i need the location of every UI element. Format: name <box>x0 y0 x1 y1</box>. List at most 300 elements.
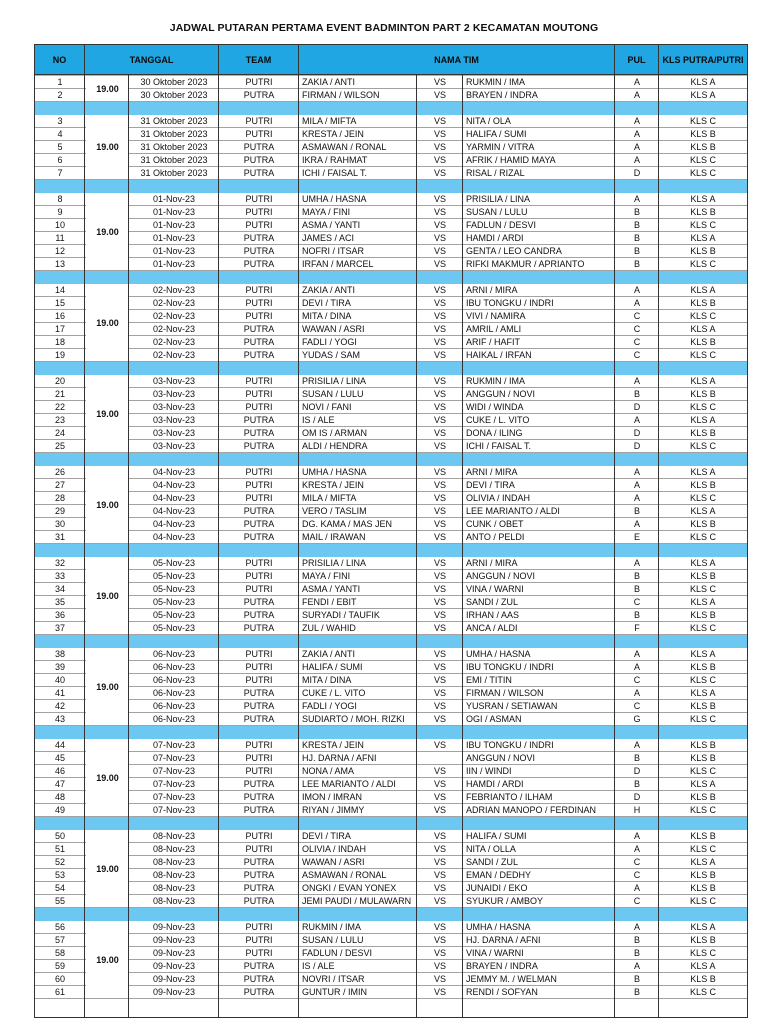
row-pul: B <box>633 974 640 984</box>
row-pul: A <box>633 90 640 100</box>
row-date: 07-Nov-23 <box>152 766 196 776</box>
row-kls: KLS C <box>689 675 716 685</box>
row-team-1: PRISILIA / LINA <box>302 558 367 568</box>
row-date: 07-Nov-23 <box>152 792 196 802</box>
row-pul: C <box>633 896 641 906</box>
row-pul: B <box>633 948 640 958</box>
row-vs: VS <box>433 688 446 698</box>
row-no: 47 <box>54 779 65 789</box>
row-no: 22 <box>54 402 65 412</box>
row-kls: KLS A <box>690 324 716 334</box>
row-date: 07-Nov-23 <box>152 753 196 763</box>
row-date: 08-Nov-23 <box>152 844 196 854</box>
row-kls: KLS C <box>689 311 716 321</box>
group-separator <box>35 180 747 193</box>
row-date: 08-Nov-23 <box>152 870 196 880</box>
row-vs: VS <box>433 480 446 490</box>
page-title: JADWAL PUTARAN PERTAMA EVENT BADMINTON PART 2 KECAMATAN MOUTONG <box>169 22 599 34</box>
row-vs: VS <box>433 441 446 451</box>
row-team-1: ALDI / HENDRA <box>302 441 368 451</box>
row-team-2: NITA / OLA <box>466 116 511 126</box>
row-team-2: VINA / WARNI <box>466 584 524 594</box>
row-date: 05-Nov-23 <box>152 623 196 633</box>
row-team-1: IS / ALE <box>302 415 335 425</box>
row-team-2: IBU TONGKU / INDRI <box>466 740 554 750</box>
row-date: 08-Nov-23 <box>152 831 196 841</box>
row-vs: VS <box>433 974 446 984</box>
row-team-2: VINA / WARNI <box>466 948 524 958</box>
row-kls: KLS B <box>690 610 716 620</box>
row-pul: A <box>633 77 640 87</box>
row-no: 45 <box>54 753 65 763</box>
row-team-2: RUKMIN / IMA <box>466 77 526 87</box>
row-team-2: SUSAN / LULU <box>466 207 528 217</box>
row-kls: KLS B <box>690 428 716 438</box>
row-kls: KLS A <box>690 922 716 932</box>
row-pul: C <box>633 350 641 360</box>
row-date: 01-Nov-23 <box>152 220 196 230</box>
time-cell: 19.00 <box>86 648 129 725</box>
row-team-2: ANCA / ALDI <box>466 623 518 633</box>
row-team-2: WIDI / WINDA <box>466 402 524 412</box>
row-team-2: ANGGUN / NOVI <box>466 571 536 581</box>
row-vs: VS <box>433 311 446 321</box>
row-team: PUTRI <box>245 753 273 763</box>
row-kls: KLS A <box>690 194 716 204</box>
row-vs: VS <box>433 558 446 568</box>
row-no: 20 <box>54 376 65 386</box>
row-vs: VS <box>433 90 446 100</box>
row-date: 03-Nov-23 <box>152 428 196 438</box>
row-no: 7 <box>57 168 63 178</box>
row-date: 05-Nov-23 <box>152 558 196 568</box>
row-kls: KLS C <box>689 441 716 451</box>
row-team-1: ZUL / WAHID <box>302 623 356 633</box>
row-no: 13 <box>54 259 65 269</box>
row-pul: B <box>633 389 640 399</box>
row-team-1: FADLI / YOGI <box>302 337 357 347</box>
row-vs: VS <box>433 935 446 945</box>
row-vs: VS <box>433 402 446 412</box>
row-no: 21 <box>54 389 65 399</box>
row-pul: A <box>633 649 640 659</box>
row-date: 06-Nov-23 <box>152 714 196 724</box>
row-team-1: IKRA / RAHMAT <box>302 155 368 165</box>
row-no: 11 <box>55 233 65 243</box>
row-team: PUTRA <box>243 441 275 451</box>
row-team: PUTRI <box>245 740 273 750</box>
row-team-1: ASMA / YANTI <box>302 584 361 594</box>
row-team-2: HAMDI / ARDI <box>466 779 524 789</box>
row-pul: C <box>633 675 641 685</box>
row-kls: KLS A <box>690 961 716 971</box>
row-team-1: HALIFA / SUMI <box>302 662 363 672</box>
row-kls: KLS C <box>689 896 716 906</box>
row-vs: VS <box>433 532 446 542</box>
time-cell: 19.00 <box>86 739 129 816</box>
row-pul: A <box>633 116 640 126</box>
row-pul: A <box>633 922 640 932</box>
row-team: PUTRA <box>243 324 275 334</box>
row-team-2: YARMIN / VITRA <box>466 142 535 152</box>
row-date: 09-Nov-23 <box>152 987 196 997</box>
row-kls: KLS C <box>689 168 716 178</box>
row-team-2: ADRIAN MANOPO / FERDINAN <box>466 805 597 815</box>
row-team-1: FIRMAN / WILSON <box>302 90 380 100</box>
row-pul: A <box>633 194 640 204</box>
row-no: 9 <box>57 207 63 217</box>
row-pul: A <box>633 662 640 672</box>
row-vs: VS <box>433 584 446 594</box>
column-divider <box>416 75 417 1017</box>
row-vs: VS <box>433 220 446 230</box>
row-vs: VS <box>433 740 446 750</box>
row-vs: VS <box>433 285 446 295</box>
header-pul: PUL <box>615 45 659 75</box>
row-no: 44 <box>54 740 65 750</box>
row-no: 19 <box>54 350 65 360</box>
row-pul: C <box>633 337 641 347</box>
row-vs: VS <box>433 792 446 802</box>
row-pul: A <box>633 415 640 425</box>
row-team-2: CUKE / L. VITO <box>466 415 530 425</box>
row-kls: KLS C <box>689 220 716 230</box>
row-date: 01-Nov-23 <box>152 233 196 243</box>
time-cell: 19.00 <box>86 830 129 907</box>
row-no: 23 <box>54 415 65 425</box>
row-no: 43 <box>54 714 65 724</box>
row-kls: KLS B <box>690 831 716 841</box>
row-team-1: JAMES / ACI <box>302 233 355 243</box>
row-team-1: OM IS / ARMAN <box>302 428 368 438</box>
row-team-2: RENDI / SOFYAN <box>466 987 538 997</box>
row-team: PUTRI <box>245 77 273 87</box>
row-team-1: ZAKIA / ANTI <box>302 649 356 659</box>
row-team: PUTRA <box>243 792 275 802</box>
row-kls: KLS B <box>690 207 716 217</box>
row-date: 30 Oktober 2023 <box>140 90 208 100</box>
row-date: 08-Nov-23 <box>152 857 196 867</box>
row-no: 27 <box>54 480 65 490</box>
row-team-1: SUSAN / LULU <box>302 389 364 399</box>
row-pul: B <box>633 220 640 230</box>
row-no: 60 <box>54 974 65 984</box>
group-separator <box>35 635 747 648</box>
column-divider <box>462 75 463 1017</box>
row-pul: D <box>633 402 641 412</box>
row-team-2: DONA / ILING <box>466 428 523 438</box>
row-team: PUTRA <box>243 142 275 152</box>
row-team-1: MILA / MIFTA <box>302 493 357 503</box>
row-team-2: EMI / TITIN <box>466 675 512 685</box>
row-no: 8 <box>57 194 63 204</box>
row-date: 09-Nov-23 <box>152 948 196 958</box>
time-cell: 19.00 <box>86 557 129 634</box>
column-divider <box>658 75 659 1017</box>
row-team: PUTRA <box>243 155 275 165</box>
row-divider <box>35 998 747 999</box>
row-team: PUTRI <box>245 285 273 295</box>
row-team: PUTRA <box>243 597 275 607</box>
row-team-2: IRHAN / AAS <box>466 610 520 620</box>
row-vs: VS <box>433 896 446 906</box>
row-kls: KLS A <box>690 857 716 867</box>
row-team-2: RUKMIN / IMA <box>466 376 526 386</box>
row-kls: KLS A <box>690 415 716 425</box>
row-team-1: SURYADI / TAUFIK <box>302 610 380 620</box>
row-date: 04-Nov-23 <box>152 506 196 516</box>
row-no: 17 <box>54 324 65 334</box>
row-vs: VS <box>433 233 446 243</box>
row-team: PUTRA <box>243 415 275 425</box>
row-team-1: ZAKIA / ANTI <box>302 285 356 295</box>
row-vs: VS <box>433 415 446 425</box>
row-team: PUTRI <box>245 571 273 581</box>
row-no: 15 <box>54 298 65 308</box>
row-no: 34 <box>54 584 65 594</box>
row-team-1: LEE MARIANTO / ALDI <box>302 779 396 789</box>
row-team-1: MITA / DINA <box>302 311 352 321</box>
group-separator <box>35 453 747 466</box>
row-date: 03-Nov-23 <box>152 402 196 412</box>
row-date: 30 Oktober 2023 <box>140 77 208 87</box>
row-team: PUTRI <box>245 311 273 321</box>
group-separator <box>35 908 747 921</box>
row-pul: B <box>633 506 640 516</box>
row-team-1: WAWAN / ASRI <box>302 857 365 867</box>
row-pul: D <box>633 168 641 178</box>
row-kls: KLS B <box>690 883 716 893</box>
row-team-1: OLIVIA / INDAH <box>302 844 367 854</box>
row-vs: VS <box>433 870 446 880</box>
row-kls: KLS B <box>690 142 716 152</box>
row-pul: G <box>633 714 641 724</box>
row-kls: KLS A <box>690 649 716 659</box>
row-team-2: IBU TONGKU / INDRI <box>466 298 554 308</box>
row-date: 01-Nov-23 <box>152 194 196 204</box>
row-vs: VS <box>433 259 446 269</box>
row-date: 08-Nov-23 <box>152 883 196 893</box>
time-cell: 19.00 <box>86 921 129 998</box>
row-team: PUTRA <box>243 714 275 724</box>
row-team-1: NOFRI / ITSAR <box>302 246 365 256</box>
row-pul: A <box>633 883 640 893</box>
row-date: 02-Nov-23 <box>152 337 196 347</box>
row-team: PUTRA <box>243 246 275 256</box>
row-date: 07-Nov-23 <box>152 779 196 789</box>
row-team: PUTRA <box>243 506 275 516</box>
row-team-2: PRISILIA / LINA <box>466 194 531 204</box>
column-divider <box>614 75 615 1017</box>
time-cell: 19.00 <box>86 284 129 361</box>
row-vs: VS <box>433 662 446 672</box>
row-date: 05-Nov-23 <box>152 584 196 594</box>
row-team: PUTRA <box>243 337 275 347</box>
row-kls: KLS A <box>690 77 716 87</box>
row-kls: KLS C <box>689 532 716 542</box>
row-pul: A <box>633 831 640 841</box>
row-kls: KLS B <box>690 792 716 802</box>
row-kls: KLS A <box>690 285 716 295</box>
row-date: 04-Nov-23 <box>152 480 196 490</box>
row-vs: VS <box>433 155 446 165</box>
row-date: 01-Nov-23 <box>152 259 196 269</box>
row-no: 57 <box>54 935 65 945</box>
row-pul: B <box>633 571 640 581</box>
row-no: 61 <box>54 987 65 997</box>
row-no: 38 <box>54 649 65 659</box>
row-vs: VS <box>433 857 446 867</box>
row-pul: A <box>633 155 640 165</box>
row-team: PUTRA <box>243 779 275 789</box>
group-separator <box>35 726 747 739</box>
row-kls: KLS C <box>689 844 716 854</box>
row-team-2: RISAL / RIZAL <box>466 168 525 178</box>
row-team: PUTRI <box>245 376 273 386</box>
row-date: 02-Nov-23 <box>152 285 196 295</box>
row-vs: VS <box>433 350 446 360</box>
row-pul: B <box>633 987 640 997</box>
row-no: 4 <box>57 129 63 139</box>
row-team-1: IMON / IMRAN <box>302 792 362 802</box>
row-vs: VS <box>433 376 446 386</box>
row-team-1: KRESTA / JEIN <box>302 480 364 490</box>
row-team: PUTRA <box>243 623 275 633</box>
row-pul: C <box>633 311 641 321</box>
row-kls: KLS B <box>690 337 716 347</box>
row-no: 59 <box>54 961 65 971</box>
row-kls: KLS B <box>690 935 716 945</box>
row-team-2: ARIF / HAFIT <box>466 337 520 347</box>
row-vs: VS <box>433 207 446 217</box>
column-divider <box>298 75 299 1017</box>
row-team-2: SYUKUR / AMBOY <box>466 896 544 906</box>
time-cell: 19.00 <box>86 466 129 543</box>
row-vs: VS <box>433 922 446 932</box>
row-team-1: GUNTUR / IMIN <box>302 987 367 997</box>
row-team: PUTRI <box>245 766 273 776</box>
row-no: 24 <box>54 428 65 438</box>
row-team-2: ARNI / MIRA <box>466 558 518 568</box>
row-pul: A <box>633 519 640 529</box>
time-cell: 19.00 <box>86 115 129 179</box>
row-kls: KLS A <box>690 558 716 568</box>
row-no: 6 <box>57 155 63 165</box>
row-kls: KLS C <box>689 805 716 815</box>
row-vs: VS <box>433 506 446 516</box>
row-team-2: IBU TONGKU / INDRI <box>466 662 554 672</box>
row-vs: VS <box>433 714 446 724</box>
row-no: 18 <box>54 337 65 347</box>
row-kls: KLS C <box>689 259 716 269</box>
row-date: 03-Nov-23 <box>152 376 196 386</box>
row-pul: B <box>633 610 640 620</box>
row-team-1: HJ. DARNA / AFNI <box>302 753 377 763</box>
row-team-1: MILA / MIFTA <box>302 116 357 126</box>
row-no: 40 <box>54 675 65 685</box>
row-kls: KLS B <box>690 870 716 880</box>
row-team-2: JEMMY M. / WELMAN <box>466 974 557 984</box>
row-no: 35 <box>54 597 65 607</box>
row-kls: KLS C <box>689 584 716 594</box>
row-kls: KLS C <box>689 350 716 360</box>
row-team: PUTRI <box>245 831 273 841</box>
row-team-1: IRFAN / MARCEL <box>302 259 374 269</box>
row-no: 5 <box>57 142 63 152</box>
row-team: PUTRI <box>245 675 273 685</box>
row-team-2: ICHI / FAISAL T. <box>466 441 532 451</box>
row-vs: VS <box>433 844 446 854</box>
row-team: PUTRI <box>245 922 273 932</box>
row-team-1: KRESTA / JEIN <box>302 740 364 750</box>
row-no: 30 <box>54 519 65 529</box>
row-date: 09-Nov-23 <box>152 922 196 932</box>
row-team: PUTRI <box>245 402 273 412</box>
row-kls: KLS B <box>690 298 716 308</box>
row-kls: KLS C <box>689 623 716 633</box>
row-team: PUTRI <box>245 129 273 139</box>
row-team: PUTRA <box>243 961 275 971</box>
row-vs: VS <box>433 246 446 256</box>
row-team: PUTRA <box>243 896 275 906</box>
row-pul: A <box>633 376 640 386</box>
row-team-2: HALIFA / SUMI <box>466 831 527 841</box>
row-no: 51 <box>54 844 65 854</box>
row-no: 49 <box>54 805 65 815</box>
row-date: 04-Nov-23 <box>152 519 196 529</box>
row-vs: VS <box>433 519 446 529</box>
row-pul: A <box>633 129 640 139</box>
row-kls: KLS B <box>690 740 716 750</box>
row-no: 56 <box>54 922 65 932</box>
row-vs: VS <box>433 623 446 633</box>
header-no: NO <box>35 45 85 75</box>
row-team: PUTRI <box>245 558 273 568</box>
row-no: 29 <box>54 506 65 516</box>
row-team: PUTRA <box>243 987 275 997</box>
row-date: 31 Oktober 2023 <box>140 129 208 139</box>
row-team-2: GENTA / LEO CANDRA <box>466 246 562 256</box>
row-team: PUTRA <box>243 883 275 893</box>
row-team-1: ZAKIA / ANTI <box>302 77 356 87</box>
row-kls: KLS C <box>689 948 716 958</box>
row-date: 03-Nov-23 <box>152 441 196 451</box>
row-date: 06-Nov-23 <box>152 649 196 659</box>
row-kls: KLS B <box>690 129 716 139</box>
row-team-1: CUKE / L. VITO <box>302 688 366 698</box>
row-no: 26 <box>54 467 65 477</box>
row-vs: VS <box>433 805 446 815</box>
row-kls: KLS B <box>690 246 716 256</box>
row-team: PUTRA <box>243 532 275 542</box>
row-kls: KLS B <box>690 519 716 529</box>
row-pul: D <box>633 428 641 438</box>
row-team: PUTRA <box>243 519 275 529</box>
row-team-2: AMRIL / AMLI <box>466 324 522 334</box>
row-date: 31 Oktober 2023 <box>140 155 208 165</box>
row-team: PUTRI <box>245 207 273 217</box>
row-team-1: SUSAN / LULU <box>302 935 364 945</box>
column-divider <box>218 75 219 1017</box>
row-team: PUTRA <box>243 168 275 178</box>
row-date: 31 Oktober 2023 <box>140 116 208 126</box>
row-vs: VS <box>433 987 446 997</box>
row-team-1: DEVI / TIRA <box>302 298 351 308</box>
row-team-1: FENDI / EBIT <box>302 597 357 607</box>
row-team-1: SUDIARTO / MOH. RIZKI <box>302 714 405 724</box>
row-team: PUTRI <box>245 844 273 854</box>
row-team-2: LEE MARIANTO / ALDI <box>466 506 560 516</box>
